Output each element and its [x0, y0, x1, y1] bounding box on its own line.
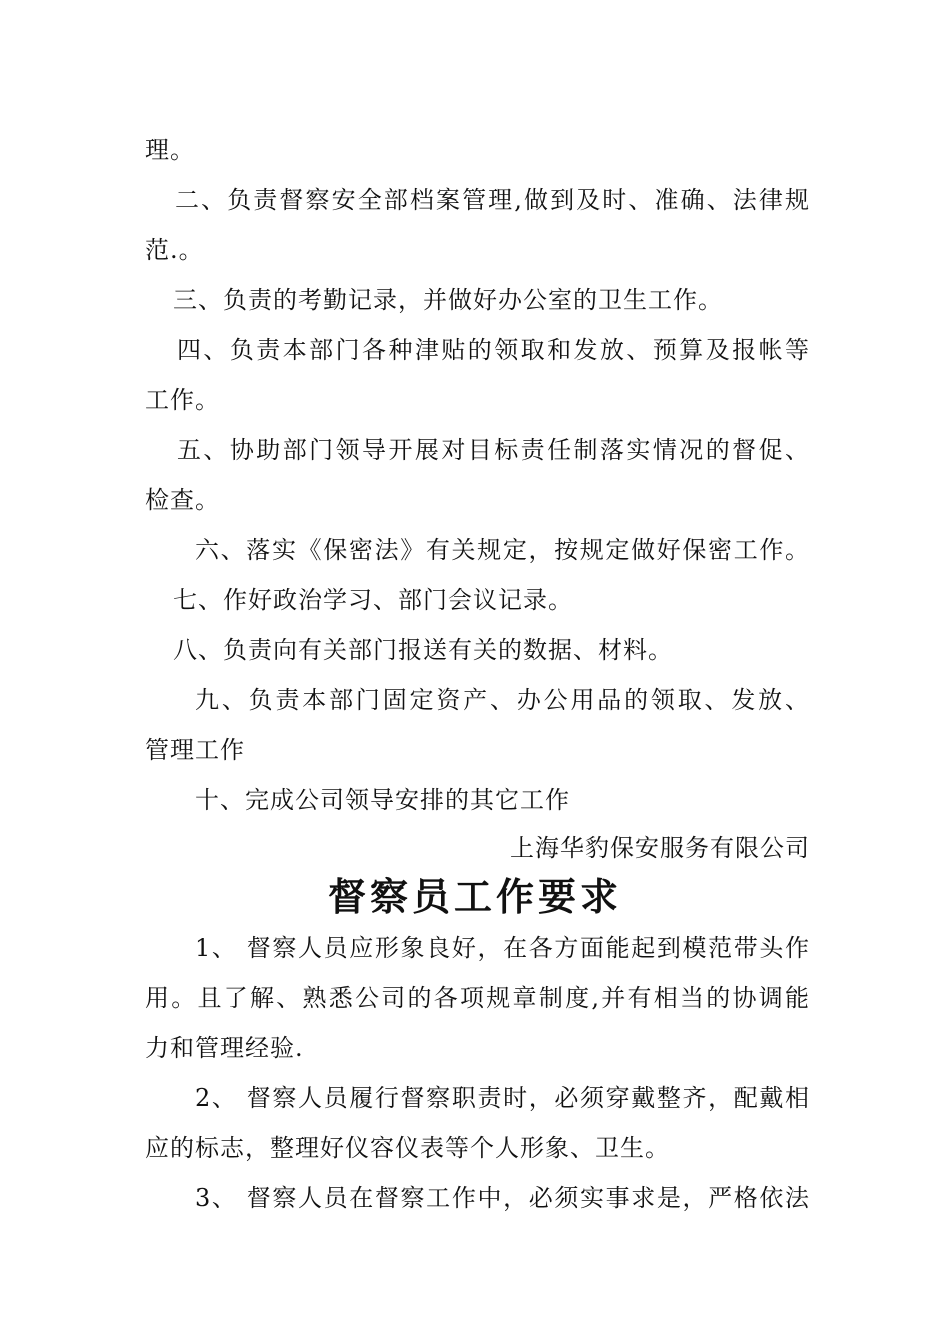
- text-line: 四、负责本部门各种津贴的领取和发放、预算及报帐等: [177, 336, 810, 364]
- text-line: 理。: [145, 136, 195, 164]
- text-line: 九、负责本部门固定资产、办公用品的领取、发放、: [195, 686, 810, 714]
- section-title: 督察员工作要求: [327, 874, 622, 919]
- text-line: 五、协助部门领导开展对目标责任制落实情况的督促、: [177, 436, 810, 464]
- text-line: 六、落实《保密法》有关规定，按规定做好保密工作。: [195, 536, 810, 564]
- text-line: 范.。: [145, 236, 204, 264]
- text-line: 管理工作: [145, 736, 245, 764]
- text-line: 三、负责的考勤记录，并做好办公室的卫生工作。: [173, 286, 723, 314]
- requirement-line: 2、 督察人员履行督察职责时，必须穿戴整齐，配戴相: [195, 1084, 810, 1112]
- text-line: 二、负责督察安全部档案管理,做到及时、准确、法律规: [175, 186, 810, 214]
- requirement-line: 用。且了解、熟悉公司的各项规章制度,并有相当的协调能: [145, 984, 810, 1012]
- company-signature: 上海华豹保安服务有限公司: [510, 834, 810, 862]
- text-line: 八、负责向有关部门报送有关的数据、材料。: [173, 636, 673, 664]
- requirement-line: 力和管理经验.: [145, 1034, 304, 1062]
- text-line: 检查。: [145, 486, 220, 514]
- requirement-line: 3、 督察人员在督察工作中，必须实事求是，严格依法: [195, 1184, 810, 1212]
- text-line: 七、作好政治学习、部门会议记录。: [173, 586, 573, 614]
- requirement-line: 应的标志，整理好仪容仪表等个人形象、卫生。: [145, 1134, 670, 1162]
- text-line: 十、完成公司领导安排的其它工作: [195, 786, 570, 814]
- requirement-line: 1、 督察人员应形象良好，在各方面能起到模范带头作: [195, 934, 810, 962]
- text-line: 工作。: [145, 386, 220, 414]
